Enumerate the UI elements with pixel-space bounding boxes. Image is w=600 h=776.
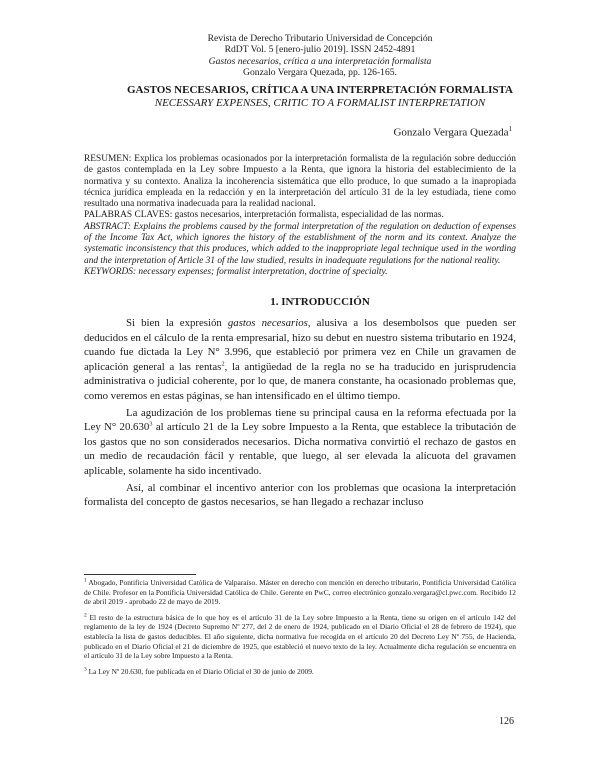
paragraph-2: La agudización de los problemas tiene su principal causa en la reforma efectuada por la Ley N° 20.630$^3$ al artículo 21 de la Ley sobre Impuesto a la Renta, que establece la tributación de los gastos que no son considerados necesarios. Dicha normativa convirtió el rechazo de gastos en un medio de recaudación fácil y rentable, que luego, al ser elevada la alícuota del gravamen aplicable, solamente ha sido incentivado. — [84, 406, 516, 477]
paragraph-3: Así, al combinar el incentivo anterior con los problemas que ocasiona la interpretación formalista del concepto de gastos necesarios, se han llegado a rechazar incluso — [84, 481, 516, 509]
footnote-3: $^3$ La Ley Nº 20.630, fue publicada en el Diario Oficial el 30 de junio de 2009. — [84, 666, 314, 676]
body-text — [84, 316, 516, 512]
footnote-1: $^1$ Abogado, Pontificia Universidad Católica de Valparaíso. Máster en derecho con mención en derecho tributario, Pontificia Universidad Católica de Chile. Profesor en la Pontificia Universidad Católica de Chile. Gerente en PwC, correo electrónico gonzalo.vergara@cl.pwc.com. Recibido 12 de abril 2019 - aprobado 22 de mayo de 2019. — [84, 577, 516, 607]
section-heading: 1. INTRODUCCIÓN — [270, 296, 370, 308]
journal-volume: RdDT Vol. 5 [enero-julio 2019]. ISSN 2452-4891 — [224, 44, 416, 56]
short-title: Gastos necesarios, crítica a una interpretación formalista — [208, 55, 432, 67]
journal-name: Revista de Derecho Tributario Universidad de Concepción — [207, 33, 433, 44]
article-subtitle: NECESSARY EXPENSES, CRITIC TO A FORMALIST INTERPRETATION — [154, 97, 486, 109]
author-pages: Gonzalo Vergara Quezada, pp. 126-165. — [243, 67, 397, 79]
page-number: 126 — [499, 716, 514, 727]
resumen: RESUMEN: Explica los problemas ocasionados por la interpretación formalista de la regulación sobre deducción de gastos contemplada en la Ley sobre Impuesto a la Renta, que ignora la historia del establecimiento de la normativa y su contexto. Analiza la incoherencia sistemática que ello produce, lo que sumado a la inapropiada técnica jurídica empleada en la redacción y en la interpretación del artículo 31 de la ley estudiada, tiene como resultado una normativa inadecuada para la realidad nacional. — [84, 154, 516, 210]
abstract-block — [84, 154, 516, 278]
paragraph-1: Si bien la expresión gastos necesarios, alusiva a los desembolsos que pueden ser deducidos en el cálculo de la renta empresarial, hizo su debut en nuestro sistema tributario en 1924, cuando fue dictada la Ley N° 3.996, que estableció por primera vez en Chile un gravamen de aplicación general a las rentas$^2$, la antigüedad de la regla no se ha traducido en jurisprudencia administrativa o judicial coherente, por lo que, de manera constante, ha ocasionado problemas que, como veremos en estas páginas, se han intensificado en el último tiempo. — [84, 317, 516, 402]
author-name: Gonzalo Vergara Quezada — [393, 126, 509, 139]
abstract-en: ABSTRACT: Explains the problems caused by the formal interpretation of the regulation on deduction of expenses of the Income Tax Act, which ignores the history of the establishment of the norm and its context. Analyze the systematic inconsistency that this produces, which added to the inappropriate legal technique used in the wording and the interpretation of Article 31 of the law studied, results in inadequate regulations for the national reality. — [84, 221, 516, 266]
footnote-2: $^2$ El resto de la estructura básica de lo que hoy es el artículo 31 de la Ley sobre Impuesto a la Renta, tiene su origen en el artículo 142 del reglamento de la ley de 1924 (Decreto Supremo Nº 277, del 2 de enero de 1924, publicado en el Diario Oficial el 28 de febrero de 1924), que establecía la lista de gastos deducibles. El año siguiente, dicha normativa fue recogida en el artículo 20 del Decreto Ley Nº 755, de Hacienda, publicado en el Diario Oficial el 21 de diciembre de 1925, que estableció el nuevo texto de la ley. Actualmente dicha regulación se encuentra en el artículo 31 de la Ley sobre Impuesto a la Renta. — [84, 612, 516, 661]
footnotes — [84, 578, 516, 682]
keywords-en: KEYWORDS: necessary expenses; formalist interpretation, doctrine of specialty. — [84, 266, 388, 277]
palabras-claves: PALABRAS CLAVES: gastos necesarios, interpretación formalista, especialidad de las normas. — [84, 210, 444, 221]
footnote-ref-3[interactable]: 3 — [149, 420, 153, 428]
article-title: GASTOS NECESARIOS, CRÍTICA A UNA INTERPRETACIÓN FORMALISTA — [127, 84, 513, 96]
term-gastos-necesarios: gastos necesarios — [227, 317, 308, 329]
author-line — [393, 125, 512, 139]
running-header — [0, 33, 600, 79]
author-footnote-mark[interactable]: 1 — [508, 125, 512, 133]
footnote-rule — [84, 574, 196, 575]
footnote-ref-2[interactable]: 2 — [221, 360, 225, 368]
